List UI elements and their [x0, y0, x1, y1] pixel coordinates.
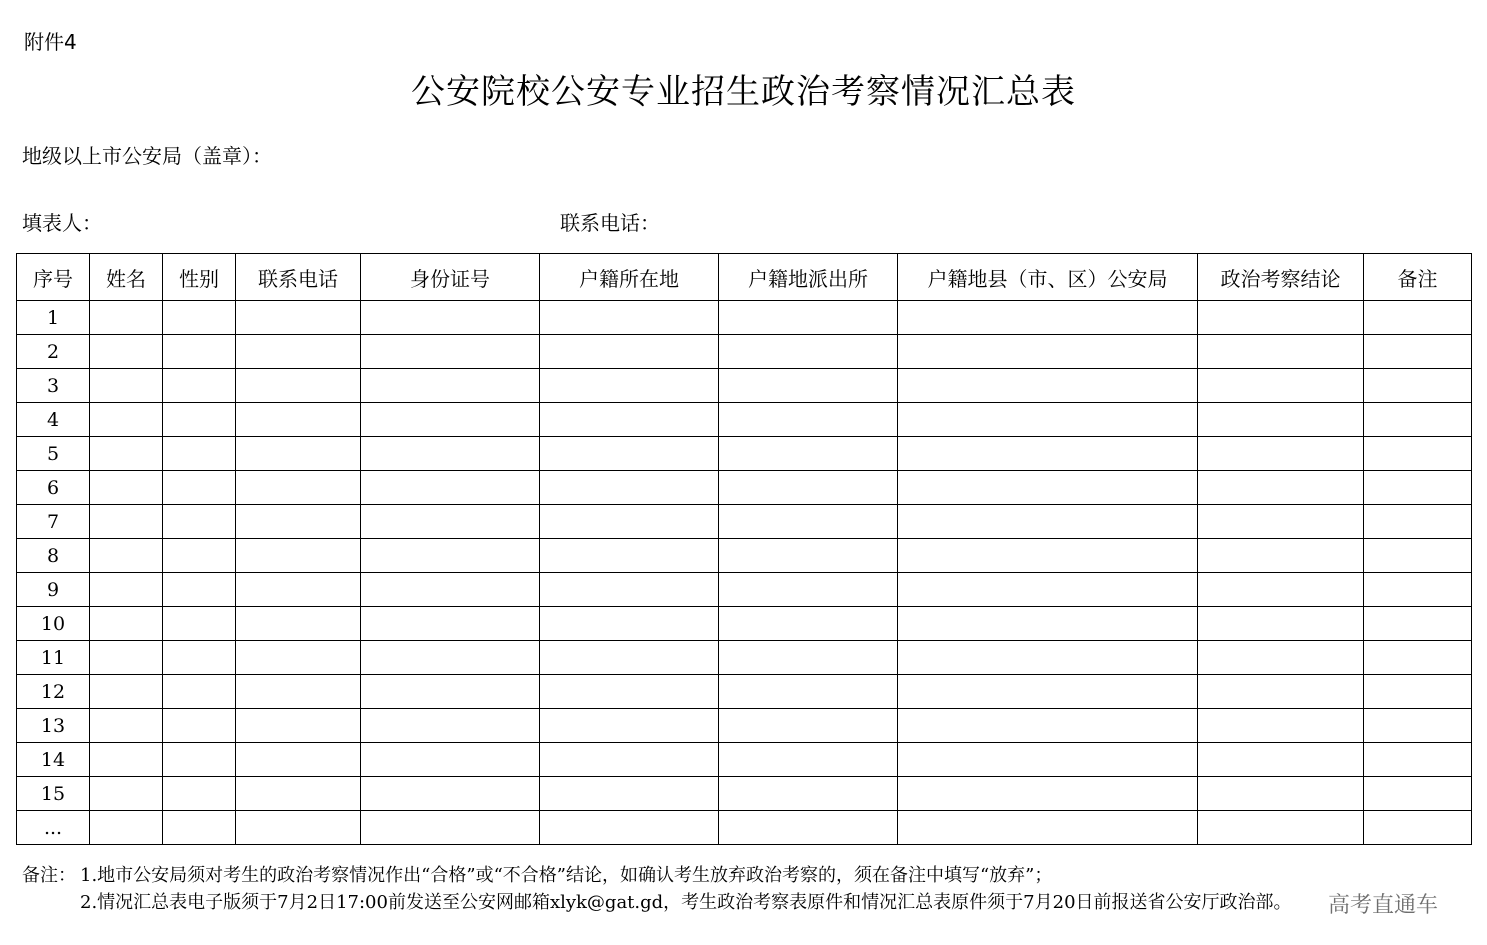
table-cell[interactable] [236, 675, 361, 709]
table-cell[interactable] [898, 777, 1198, 811]
table-cell[interactable] [236, 607, 361, 641]
table-cell[interactable] [236, 573, 361, 607]
row-index-cell: 8 [17, 539, 90, 573]
table-row [17, 709, 1472, 743]
table-row [17, 573, 1472, 607]
table-cell[interactable] [719, 777, 898, 811]
row-index-cell: 2 [17, 335, 90, 369]
row-index-cell: 4 [17, 403, 90, 437]
table-cell[interactable] [163, 505, 236, 539]
table-cell[interactable] [361, 437, 540, 471]
table-cell[interactable] [163, 573, 236, 607]
table-cell[interactable] [1364, 743, 1472, 777]
table-cell[interactable] [163, 437, 236, 471]
table-cell[interactable] [1364, 641, 1472, 675]
table-cell[interactable] [90, 539, 163, 573]
table-cell[interactable] [719, 539, 898, 573]
table-cell[interactable] [898, 437, 1198, 471]
table-cell[interactable] [719, 743, 898, 777]
table-cell[interactable] [898, 369, 1198, 403]
col-header-conclusion: 政治考察结论 [1198, 254, 1364, 301]
notes-label: 备注： [22, 865, 76, 886]
table-cell[interactable] [163, 369, 236, 403]
table-cell[interactable] [719, 675, 898, 709]
row-index-cell: 15 [17, 777, 90, 811]
table-cell[interactable] [236, 777, 361, 811]
table-cell[interactable] [236, 641, 361, 675]
table-cell[interactable] [1198, 573, 1364, 607]
table-cell[interactable] [361, 675, 540, 709]
table-cell[interactable] [1364, 811, 1472, 845]
table-cell[interactable] [90, 471, 163, 505]
table-cell[interactable] [719, 811, 898, 845]
row-index-cell: 11 [17, 641, 90, 675]
row-index-cell: 9 [17, 573, 90, 607]
table-cell[interactable] [540, 777, 719, 811]
table-cell[interactable] [163, 811, 236, 845]
summary-table [16, 253, 1472, 845]
col-header-id-number: 身份证号 [361, 254, 540, 301]
table-cell[interactable] [236, 539, 361, 573]
table-cell[interactable] [540, 641, 719, 675]
table-cell[interactable] [719, 335, 898, 369]
col-header-index: 序号 [17, 254, 90, 301]
table-cell[interactable] [163, 777, 236, 811]
table-cell[interactable] [1198, 709, 1364, 743]
table-cell[interactable] [163, 471, 236, 505]
table-cell[interactable] [90, 505, 163, 539]
table-cell[interactable] [1198, 471, 1364, 505]
table-cell[interactable] [163, 607, 236, 641]
table-cell[interactable] [361, 811, 540, 845]
table-row [17, 607, 1472, 641]
table-cell[interactable] [540, 301, 719, 335]
table-cell[interactable] [540, 369, 719, 403]
table-cell[interactable] [1364, 403, 1472, 437]
table-cell[interactable] [719, 471, 898, 505]
table-cell[interactable] [236, 471, 361, 505]
table-cell[interactable] [1198, 403, 1364, 437]
table-row [17, 471, 1472, 505]
table-cell[interactable] [540, 675, 719, 709]
table-cell[interactable] [1364, 301, 1472, 335]
table-cell[interactable] [361, 335, 540, 369]
table-cell[interactable] [90, 403, 163, 437]
table-cell[interactable] [719, 369, 898, 403]
col-header-remarks: 备注 [1364, 254, 1472, 301]
table-cell[interactable] [1364, 709, 1472, 743]
col-header-phone: 联系电话 [236, 254, 361, 301]
filler-label: 填表人： [22, 211, 102, 235]
row-index-cell: 14 [17, 743, 90, 777]
table-cell[interactable] [1198, 607, 1364, 641]
table-cell[interactable] [1364, 573, 1472, 607]
table-cell[interactable] [898, 709, 1198, 743]
table-cell[interactable] [719, 403, 898, 437]
table-cell[interactable] [236, 403, 361, 437]
col-header-household-location: 户籍所在地 [540, 254, 719, 301]
row-index-cell: 13 [17, 709, 90, 743]
table-cell[interactable] [163, 641, 236, 675]
table-cell[interactable] [1198, 335, 1364, 369]
table-cell[interactable] [163, 709, 236, 743]
table-cell[interactable] [236, 437, 361, 471]
table-cell[interactable] [1198, 301, 1364, 335]
table-cell[interactable] [361, 301, 540, 335]
table-cell[interactable] [540, 573, 719, 607]
table-cell[interactable] [1198, 777, 1364, 811]
table-cell[interactable] [540, 471, 719, 505]
table-cell[interactable] [898, 641, 1198, 675]
table-row [17, 301, 1472, 335]
table-cell[interactable] [236, 709, 361, 743]
notes-section [22, 862, 1292, 916]
row-index-cell: 5 [17, 437, 90, 471]
table-cell[interactable] [540, 539, 719, 573]
table-cell[interactable] [90, 301, 163, 335]
table-row [17, 743, 1472, 777]
table-cell[interactable] [361, 573, 540, 607]
table-cell[interactable] [898, 505, 1198, 539]
table-cell[interactable] [719, 301, 898, 335]
table-cell[interactable] [90, 335, 163, 369]
note-item-2: 2.情况汇总表电子版须于7月2日17:00前发送至公安网邮箱xlyk@gat.gd，考生政治考察表原件和情况汇总表原件须于7月20日前报送省公安厅政治部。 [80, 892, 1292, 913]
table-row [17, 505, 1472, 539]
table-cell[interactable] [163, 675, 236, 709]
table-cell[interactable] [898, 811, 1198, 845]
table-cell[interactable] [361, 539, 540, 573]
row-index-cell: 1 [17, 301, 90, 335]
table-cell[interactable] [719, 607, 898, 641]
col-header-name: 姓名 [90, 254, 163, 301]
table-cell[interactable] [540, 743, 719, 777]
table-cell[interactable] [1198, 539, 1364, 573]
table-row [17, 675, 1472, 709]
table-cell[interactable] [1364, 675, 1472, 709]
table-row [17, 335, 1472, 369]
attachment-label: 附件4 [24, 30, 77, 54]
table-cell[interactable] [361, 777, 540, 811]
table-cell[interactable] [90, 607, 163, 641]
table-cell[interactable] [361, 607, 540, 641]
table-cell[interactable] [1364, 369, 1472, 403]
table-cell[interactable] [361, 403, 540, 437]
table-cell[interactable] [1364, 777, 1472, 811]
note-item-1: 1.地市公安局须对考生的政治考察情况作出“合格”或“不合格”结论，如确认考生放弃政治考察的，须在备注中填写“放弃”； [80, 865, 1053, 886]
page-title: 公安院校公安专业招生政治考察情况汇总表 [411, 72, 1076, 112]
table-row [17, 641, 1472, 675]
table-cell[interactable] [1364, 437, 1472, 471]
table-cell[interactable] [719, 437, 898, 471]
row-index-cell: 10 [17, 607, 90, 641]
table-cell[interactable] [90, 641, 163, 675]
table-cell[interactable] [90, 777, 163, 811]
table-cell[interactable] [540, 403, 719, 437]
table-cell[interactable] [163, 743, 236, 777]
table-cell[interactable] [898, 301, 1198, 335]
table-row [17, 811, 1472, 845]
table-cell[interactable] [1364, 335, 1472, 369]
table-cell[interactable] [90, 709, 163, 743]
table-cell[interactable] [898, 471, 1198, 505]
table-cell[interactable] [361, 709, 540, 743]
table-cell[interactable] [898, 675, 1198, 709]
table-cell[interactable] [719, 573, 898, 607]
table-cell[interactable] [163, 539, 236, 573]
table-cell[interactable] [236, 743, 361, 777]
table-cell[interactable] [236, 811, 361, 845]
watermark: 高考直通车 [1328, 893, 1439, 918]
table-cell[interactable] [719, 505, 898, 539]
table-cell[interactable] [361, 743, 540, 777]
table-cell[interactable] [1198, 743, 1364, 777]
table-cell[interactable] [163, 301, 236, 335]
table-cell[interactable] [163, 335, 236, 369]
table-cell[interactable] [540, 335, 719, 369]
table-cell[interactable] [361, 471, 540, 505]
table-cell[interactable] [1198, 437, 1364, 471]
bureau-seal-label: 地级以上市公安局（盖章）： [22, 144, 272, 168]
table-cell[interactable] [1364, 471, 1472, 505]
table-cell[interactable] [361, 369, 540, 403]
table-row [17, 437, 1472, 471]
table-cell[interactable] [540, 505, 719, 539]
table-cell[interactable] [90, 743, 163, 777]
table-cell[interactable] [90, 369, 163, 403]
table-cell[interactable] [361, 641, 540, 675]
table-cell[interactable] [1364, 607, 1472, 641]
table-cell[interactable] [1198, 641, 1364, 675]
table-cell[interactable] [90, 811, 163, 845]
table-cell[interactable] [540, 607, 719, 641]
table-cell[interactable] [540, 437, 719, 471]
table-cell[interactable] [898, 607, 1198, 641]
table-cell[interactable] [898, 743, 1198, 777]
table-cell[interactable] [163, 403, 236, 437]
table-cell[interactable] [236, 369, 361, 403]
table-cell[interactable] [898, 403, 1198, 437]
table-row [17, 539, 1472, 573]
table-cell[interactable] [719, 641, 898, 675]
table-cell[interactable] [898, 335, 1198, 369]
table-row [17, 369, 1472, 403]
row-index-cell: 7 [17, 505, 90, 539]
table-cell[interactable] [1364, 505, 1472, 539]
table-cell[interactable] [90, 437, 163, 471]
table-cell[interactable] [898, 539, 1198, 573]
table-cell[interactable] [1198, 675, 1364, 709]
table-cell[interactable] [1198, 369, 1364, 403]
table-cell[interactable] [90, 573, 163, 607]
table-cell[interactable] [540, 709, 719, 743]
contact-phone-label: 联系电话： [560, 211, 660, 235]
table-header-row [17, 254, 1472, 301]
col-header-county-bureau: 户籍地县（市、区）公安局 [898, 254, 1198, 301]
table-cell[interactable] [90, 675, 163, 709]
table-cell[interactable] [361, 505, 540, 539]
table-cell[interactable] [540, 811, 719, 845]
row-index-cell: ... [17, 811, 90, 845]
row-index-cell: 12 [17, 675, 90, 709]
table-cell[interactable] [1364, 539, 1472, 573]
table-cell[interactable] [719, 709, 898, 743]
table-cell[interactable] [236, 301, 361, 335]
table-cell[interactable] [236, 335, 361, 369]
row-index-cell: 3 [17, 369, 90, 403]
table-cell[interactable] [1198, 505, 1364, 539]
table-row [17, 403, 1472, 437]
table-cell[interactable] [898, 573, 1198, 607]
col-header-police-station: 户籍地派出所 [719, 254, 898, 301]
col-header-gender: 性别 [163, 254, 236, 301]
table-row [17, 777, 1472, 811]
table-cell[interactable] [1198, 811, 1364, 845]
row-index-cell: 6 [17, 471, 90, 505]
table-cell[interactable] [236, 505, 361, 539]
